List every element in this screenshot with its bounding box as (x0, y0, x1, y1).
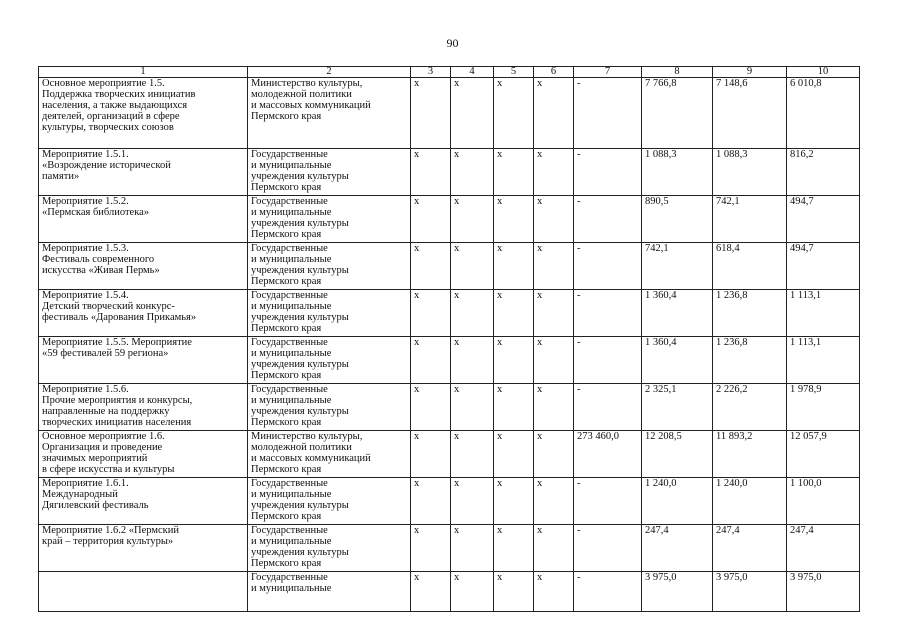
table-cell: - (574, 78, 642, 149)
activity-name-cell: Мероприятие 1.5.6. Прочие мероприятия и конкурсы, направленные на поддержку творческих инициатив населения (39, 384, 248, 431)
table-cell: х (534, 149, 574, 196)
amount-cell: 247,4 (642, 525, 713, 572)
table-cell: х (451, 337, 494, 384)
amount-cell: 2 325,1 (642, 384, 713, 431)
amount-cell: 890,5 (642, 196, 713, 243)
table-cell: х (534, 478, 574, 525)
amount-cell: 1 360,4 (642, 290, 713, 337)
executor-cell: Государственные и муниципальные учреждения культуры Пермского края (248, 290, 411, 337)
executor-cell: Министерство культуры, молодежной политики и массовых коммуникаций Пермского края (248, 78, 411, 149)
table-cell: - (574, 290, 642, 337)
amount-cell: 1 100,0 (787, 478, 860, 525)
table-cell: - (574, 572, 642, 612)
executor-cell: Государственные и муниципальные учреждения культуры Пермского края (248, 478, 411, 525)
amount-cell: 1 236,8 (713, 337, 787, 384)
table-cell: х (411, 478, 451, 525)
table-cell: х (451, 290, 494, 337)
table-cell: х (451, 243, 494, 290)
table-cell: - (574, 478, 642, 525)
amount-cell: 618,4 (713, 243, 787, 290)
activity-name-cell: Мероприятие 1.5.1. «Возрождение исторической памяти» (39, 149, 248, 196)
table-row (39, 525, 860, 572)
amount-cell: 1 978,9 (787, 384, 860, 431)
table-cell: х (534, 196, 574, 243)
table-row (39, 431, 860, 478)
activity-name-cell: Мероприятие 1.5.4. Детский творческий конкурс- фестиваль «Дарования Прикамья» (39, 290, 248, 337)
executor-cell: Государственные и муниципальные учреждения культуры Пермского края (248, 384, 411, 431)
amount-cell: 1 113,1 (787, 337, 860, 384)
table-row (39, 243, 860, 290)
table-cell: х (411, 337, 451, 384)
table-cell: х (451, 572, 494, 612)
executor-cell: Министерство культуры, молодежной политики и массовых коммуникаций Пермского края (248, 431, 411, 478)
column-header: 1 (39, 67, 248, 78)
table-cell: - (574, 525, 642, 572)
activity-name-cell: Основное мероприятие 1.5. Поддержка творческих инициатив населения, а также выдающихся деятелей, организаций в сфере культуры, творческих союзов (39, 78, 248, 149)
header-row (39, 67, 860, 78)
table-row (39, 478, 860, 525)
table-cell: - (574, 149, 642, 196)
table-row (39, 337, 860, 384)
table-cell: - (574, 196, 642, 243)
executor-cell: Государственные и муниципальные (248, 572, 411, 612)
table-cell: х (494, 431, 534, 478)
table-cell: х (411, 431, 451, 478)
table-row (39, 149, 860, 196)
amount-cell: 1 088,3 (642, 149, 713, 196)
table-cell: х (494, 196, 534, 243)
executor-cell: Государственные и муниципальные учреждения культуры Пермского края (248, 525, 411, 572)
table-cell: х (411, 196, 451, 243)
table-cell: х (534, 525, 574, 572)
activity-name-cell: Мероприятие 1.5.5. Мероприятие «59 фестивалей 59 региона» (39, 337, 248, 384)
table-cell: х (451, 196, 494, 243)
column-header: 6 (534, 67, 574, 78)
table-cell: х (494, 525, 534, 572)
amount-cell: 1 088,3 (713, 149, 787, 196)
table-row (39, 572, 860, 612)
table-cell: х (411, 243, 451, 290)
amount-cell: 12 208,5 (642, 431, 713, 478)
budget-table (38, 66, 860, 612)
amount-cell: 7 766,8 (642, 78, 713, 149)
table-cell: х (494, 243, 534, 290)
table-cell: х (494, 337, 534, 384)
executor-cell: Государственные и муниципальные учреждения культуры Пермского края (248, 337, 411, 384)
table-row (39, 78, 860, 149)
table-cell: х (451, 525, 494, 572)
amount-cell: 1 240,0 (642, 478, 713, 525)
table-cell: х (451, 384, 494, 431)
activity-name-cell: Мероприятие 1.5.2. «Пермская библиотека» (39, 196, 248, 243)
table-cell: - (574, 243, 642, 290)
table-cell: х (534, 243, 574, 290)
amount-cell: 2 226,2 (713, 384, 787, 431)
activity-name-cell (39, 572, 248, 612)
table-cell: х (534, 78, 574, 149)
table-cell: х (534, 337, 574, 384)
amount-cell: 247,4 (713, 525, 787, 572)
column-header: 10 (787, 67, 860, 78)
table-cell: х (411, 149, 451, 196)
page-number: 90 (446, 36, 459, 50)
table-cell: 273 460,0 (574, 431, 642, 478)
table-cell: х (534, 572, 574, 612)
table-row (39, 384, 860, 431)
table-cell: х (494, 78, 534, 149)
executor-cell: Государственные и муниципальные учреждения культуры Пермского края (248, 243, 411, 290)
amount-cell: 742,1 (642, 243, 713, 290)
activity-name-cell: Мероприятие 1.5.3. Фестиваль современного искусства «Живая Пермь» (39, 243, 248, 290)
amount-cell: 816,2 (787, 149, 860, 196)
table-cell: - (574, 337, 642, 384)
activity-name-cell: Мероприятие 1.6.2 «Пермский край – территория культуры» (39, 525, 248, 572)
amount-cell: 1 236,8 (713, 290, 787, 337)
activity-name-cell: Основное мероприятие 1.6. Организация и проведение значимых мероприятий в сфере искусства и культуры (39, 431, 248, 478)
amount-cell: 742,1 (713, 196, 787, 243)
amount-cell: 494,7 (787, 243, 860, 290)
amount-cell: 1 113,1 (787, 290, 860, 337)
amount-cell: 1 240,0 (713, 478, 787, 525)
column-header: 2 (248, 67, 411, 78)
amount-cell: 11 893,2 (713, 431, 787, 478)
amount-cell: 12 057,9 (787, 431, 860, 478)
table-cell: х (494, 478, 534, 525)
executor-cell: Государственные и муниципальные учреждения культуры Пермского края (248, 196, 411, 243)
amount-cell: 3 975,0 (642, 572, 713, 612)
column-header: 5 (494, 67, 534, 78)
amount-cell: 247,4 (787, 525, 860, 572)
amount-cell: 3 975,0 (713, 572, 787, 612)
table-row (39, 196, 860, 243)
table-cell: х (451, 78, 494, 149)
table-cell: х (411, 525, 451, 572)
table-cell: х (411, 384, 451, 431)
column-header: 7 (574, 67, 642, 78)
executor-cell: Государственные и муниципальные учреждения культуры Пермского края (248, 149, 411, 196)
column-header: 9 (713, 67, 787, 78)
table-cell: х (494, 290, 534, 337)
amount-cell: 494,7 (787, 196, 860, 243)
table-cell: х (534, 384, 574, 431)
amount-cell: 3 975,0 (787, 572, 860, 612)
activity-name-cell: Мероприятие 1.6.1. Международный Дягилевский фестиваль (39, 478, 248, 525)
table-cell: х (494, 572, 534, 612)
column-header: 4 (451, 67, 494, 78)
table-cell: х (451, 149, 494, 196)
amount-cell: 7 148,6 (713, 78, 787, 149)
table-cell: х (534, 431, 574, 478)
table-row (39, 290, 860, 337)
table-cell: х (411, 572, 451, 612)
table-cell: х (411, 290, 451, 337)
amount-cell: 6 010,8 (787, 78, 860, 149)
column-header: 8 (642, 67, 713, 78)
table-cell: х (451, 431, 494, 478)
table-cell: - (574, 384, 642, 431)
table-cell: х (451, 478, 494, 525)
table-cell: х (411, 78, 451, 149)
table-cell: х (534, 290, 574, 337)
amount-cell: 1 360,4 (642, 337, 713, 384)
table-cell: х (494, 149, 534, 196)
table-cell: х (494, 384, 534, 431)
column-header: 3 (411, 67, 451, 78)
